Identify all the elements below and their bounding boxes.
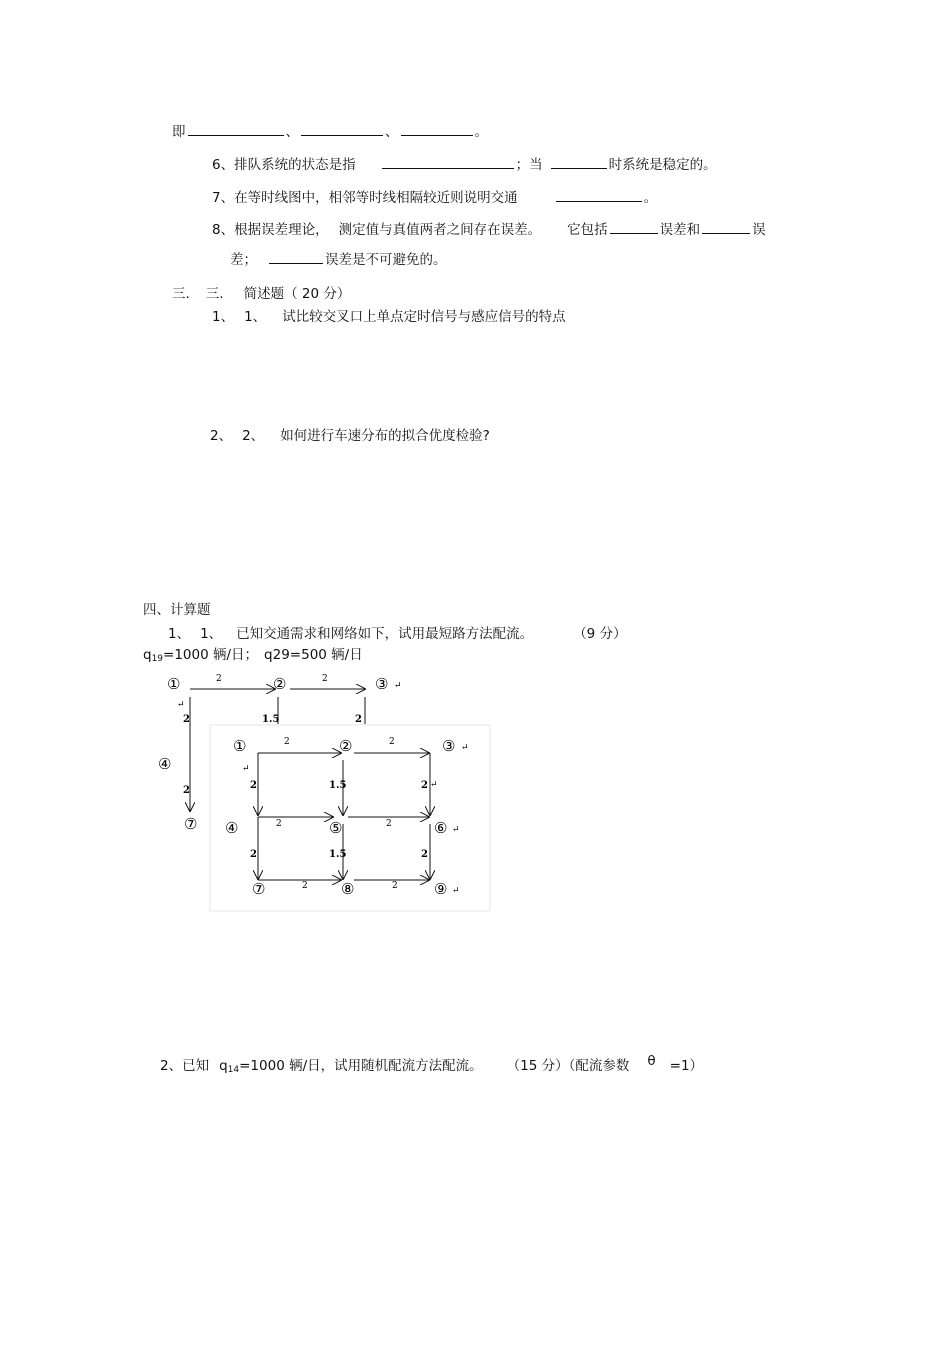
text: 8、根据误差理论， (212, 222, 329, 238)
weight-label: 2 (183, 785, 190, 796)
section-4-heading: 四、计算题 (143, 602, 211, 618)
text: q (219, 1058, 228, 1074)
text: （15 分）（配流参数 (506, 1058, 630, 1074)
text: 2、已知 (160, 1058, 210, 1074)
text: 。 (643, 190, 658, 206)
section-4-question-2 (160, 1054, 703, 1075)
text: 三. (205, 286, 224, 302)
weight-label: 2 (302, 881, 308, 891)
return-mark: ↵ (461, 743, 469, 753)
text: 时系统是稳定的。 (608, 157, 717, 173)
text: 1、 (200, 626, 223, 642)
weight-label: 2 (276, 819, 282, 829)
weight-label: 1.5 (329, 849, 347, 860)
text: 2、 (210, 428, 233, 444)
text: 1、 (168, 626, 191, 642)
text: q (143, 647, 152, 663)
return-mark: ↵ (242, 764, 250, 774)
node-9: ⑨ (434, 880, 448, 898)
node-2-back: ② (273, 675, 287, 693)
node-1: ① (233, 737, 247, 755)
text: 如何进行车速分布的拟合优度检验? (280, 428, 490, 444)
text: 1、 (244, 309, 267, 325)
text: =1000 辆/日，试用随机配流方法配流。 (239, 1058, 483, 1074)
subscript: 19 (151, 654, 164, 664)
node-8: ⑧ (341, 880, 355, 898)
text: 即 (172, 124, 186, 140)
weight-label: 2 (183, 714, 190, 725)
weight-label: 1.5 (329, 780, 347, 791)
text: 试比较交叉口上单点定时信号与感应信号的特点 (282, 309, 566, 325)
text: 它包括 (567, 222, 608, 238)
weight-label: 2 (355, 714, 362, 725)
node-4-back: ④ (158, 755, 172, 773)
return-mark: ↵ (452, 825, 460, 835)
weight-label: 2 (216, 674, 222, 684)
text: 已知交通需求和网络如下，试用最短路方法配流。 (236, 626, 534, 642)
text: 2、 (242, 428, 265, 444)
weight-label: 2 (250, 780, 257, 791)
text: 测定值与真值两者之间存在误差。 (338, 222, 542, 238)
node-4: ④ (225, 819, 239, 837)
return-mark: ↵ (177, 700, 185, 710)
weight-label: 2 (421, 849, 428, 860)
text: 简述题（ 20 分） (243, 286, 351, 302)
text: q29=500 辆/日 (264, 647, 363, 663)
node-7-back: ⑦ (184, 815, 198, 833)
text: 三. (172, 286, 190, 302)
text: 、 (385, 124, 399, 140)
text: =1） (669, 1058, 704, 1074)
node-2: ② (339, 737, 353, 755)
weight-label: 2 (284, 737, 290, 747)
weight-label: 2 (250, 849, 257, 860)
text: 7、在等时线图中，相邻等时线相隔较近则说明交通 (212, 190, 518, 206)
text: 1、 (212, 309, 235, 325)
return-mark: ↵ (452, 886, 460, 896)
weight-label: 2 (392, 881, 398, 891)
node-5: ⑤ (329, 819, 343, 837)
text: ；当 (515, 157, 543, 173)
subscript: 14 (227, 1065, 240, 1075)
node-3: ③ (442, 737, 456, 755)
node-3-back: ③ (375, 675, 389, 693)
weight-label: 1.5 (262, 714, 280, 725)
weight-label: 2 (386, 819, 392, 829)
text: 差； (230, 252, 257, 268)
node-7: ⑦ (252, 880, 266, 898)
text: 、 (285, 124, 299, 140)
text: 。 (474, 124, 488, 140)
text: 6、排队系统的状态是指 (212, 157, 356, 173)
return-mark: ↵ (430, 780, 438, 790)
text: 误差和 (659, 222, 701, 238)
theta-symbol: θ (647, 1053, 656, 1069)
text: （9 分） (573, 626, 627, 642)
node-6: ⑥ (434, 819, 448, 837)
weight-label: 2 (389, 737, 395, 747)
node-1-back: ① (167, 675, 181, 693)
text: 误 (752, 222, 766, 238)
text: =1000 辆/日； (163, 647, 259, 663)
return-mark: ↵ (394, 681, 402, 691)
text: 误差是不可避免的。 (325, 252, 447, 268)
weight-label: 2 (421, 780, 428, 791)
weight-label: 2 (322, 674, 328, 684)
